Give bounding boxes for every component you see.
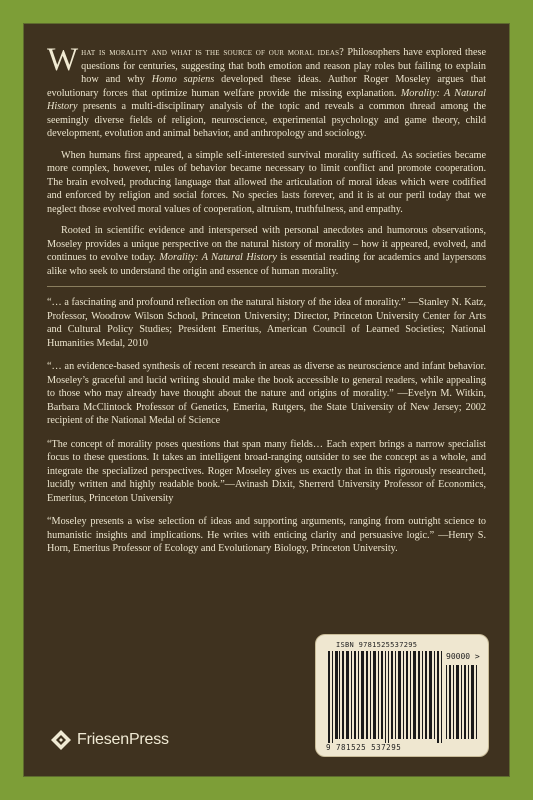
endorsement-quote: “Moseley presents a wise selection of ideas and supporting arguments, ranging from outright science to humanistic insights and implications. He writes with enticing clarity and persuasive logic.” —Henry S. Horn, Emeritus Professor of Ecology and Evolutionary Biology, Princeton University. (47, 516, 486, 554)
opening-smallcaps: hat is morality and what is the source of our moral ideas? (81, 47, 344, 58)
blurb-paragraph-1: What is morality and what is the source of our moral ideas? Philosophers have explored these questions for centuries, suggesting that both emotion and reason play roles but failing to explain how and why Homo sapiens developed these ideas. Author Roger Moseley argues that evolutionary forces that optimize human welfare provide the missing explanation. Morality: A Natural History presents a multi-disciplinary analysis of the topic and reveals a common thread among the seemingly diverse fields of religion, neuroscience, experimental psychology and game theory, child development, evolution and animal behavior, and anthropology and sociology. (47, 42, 486, 139)
friesenpress-logo-icon (50, 729, 72, 751)
back-cover-text (47, 42, 486, 566)
publisher-logo (50, 729, 169, 751)
publisher-name: FriesenPress (77, 731, 169, 748)
barcode-bars (328, 651, 480, 743)
isbn-label: ISBN 9781525537295 (336, 641, 418, 649)
blurb-paragraph-2: When humans first appeared, a simple self-interested survival morality sufficed. As societies became more complex, however, rules of behavior became necessary to limit conflict and promote cooperation. The brain evolved, producing language that allowed the articulation of moral ideas which were codified and enforced by religion and social forces. No species lasts forever, and it is at our peril today that we neglect those evolved moral values of cooperation, altruism, truthfulness, and empathy. (47, 149, 486, 215)
drop-cap: W (47, 42, 79, 78)
price-code: 90000 > (446, 652, 480, 661)
blurb-paragraph-3: Rooted in scientific evidence and interspersed with personal anecdotes and humorous observations, Moseley provides a unique perspective on the natural history of morality – how it appeared, evolved, and continues to evolve today. Morality: A Natural History is essential reading for academics and laypersons alike who seek to understand the origin and essence of human morality. (47, 225, 486, 277)
isbn-barcode (315, 634, 489, 757)
endorsement-quote: “… a fascinating and profound reflection on the natural history of the idea of morality.” —Stanley N. Katz, Professor, Woodrow Wilson School, Princeton University; Director, Princeton University Center for Arts and Cultural Policy Studies; President Emeritus, American Council of Learned Societies; National Humanities Medal, 2010 (47, 297, 486, 349)
book-title-inline: Morality: A Natural History (159, 252, 277, 263)
endorsement-quote: “The concept of morality poses questions that span many fields… Each expert brings a narrow specialist focus to these questions. It takes an intelligent broad-ranging outsider to see the concept as a whole, and integrate the specialized perspectives. Roger Moseley gives us exactly that in this rigorously researched, lucidly written and highly readable book.”—Avinash Dixit, Sherrerd University Professor of Economics, Emeritus, Princeton University (47, 438, 486, 504)
endorsement-quote: “… an evidence-based synthesis of recent research in areas as diverse as neuroscience and infant behavior. Moseley’s graceful and lucid writing should make the book accessible to general readers, while appealing to those who may already have thought about the nature and origins of morality.” —Evelyn M. Witkin, Barbara McClintock Professor of Genetics, Emerita, Rutgers, the State University of New Jersey; 2002 recipient of the National Medal of Science (47, 361, 486, 426)
book-title-inline: Morality: A Natural History (47, 87, 486, 112)
isbn-digits: 9 781525 537295 (326, 743, 402, 752)
species-name: Homo sapiens (151, 74, 215, 85)
divider (47, 286, 486, 287)
